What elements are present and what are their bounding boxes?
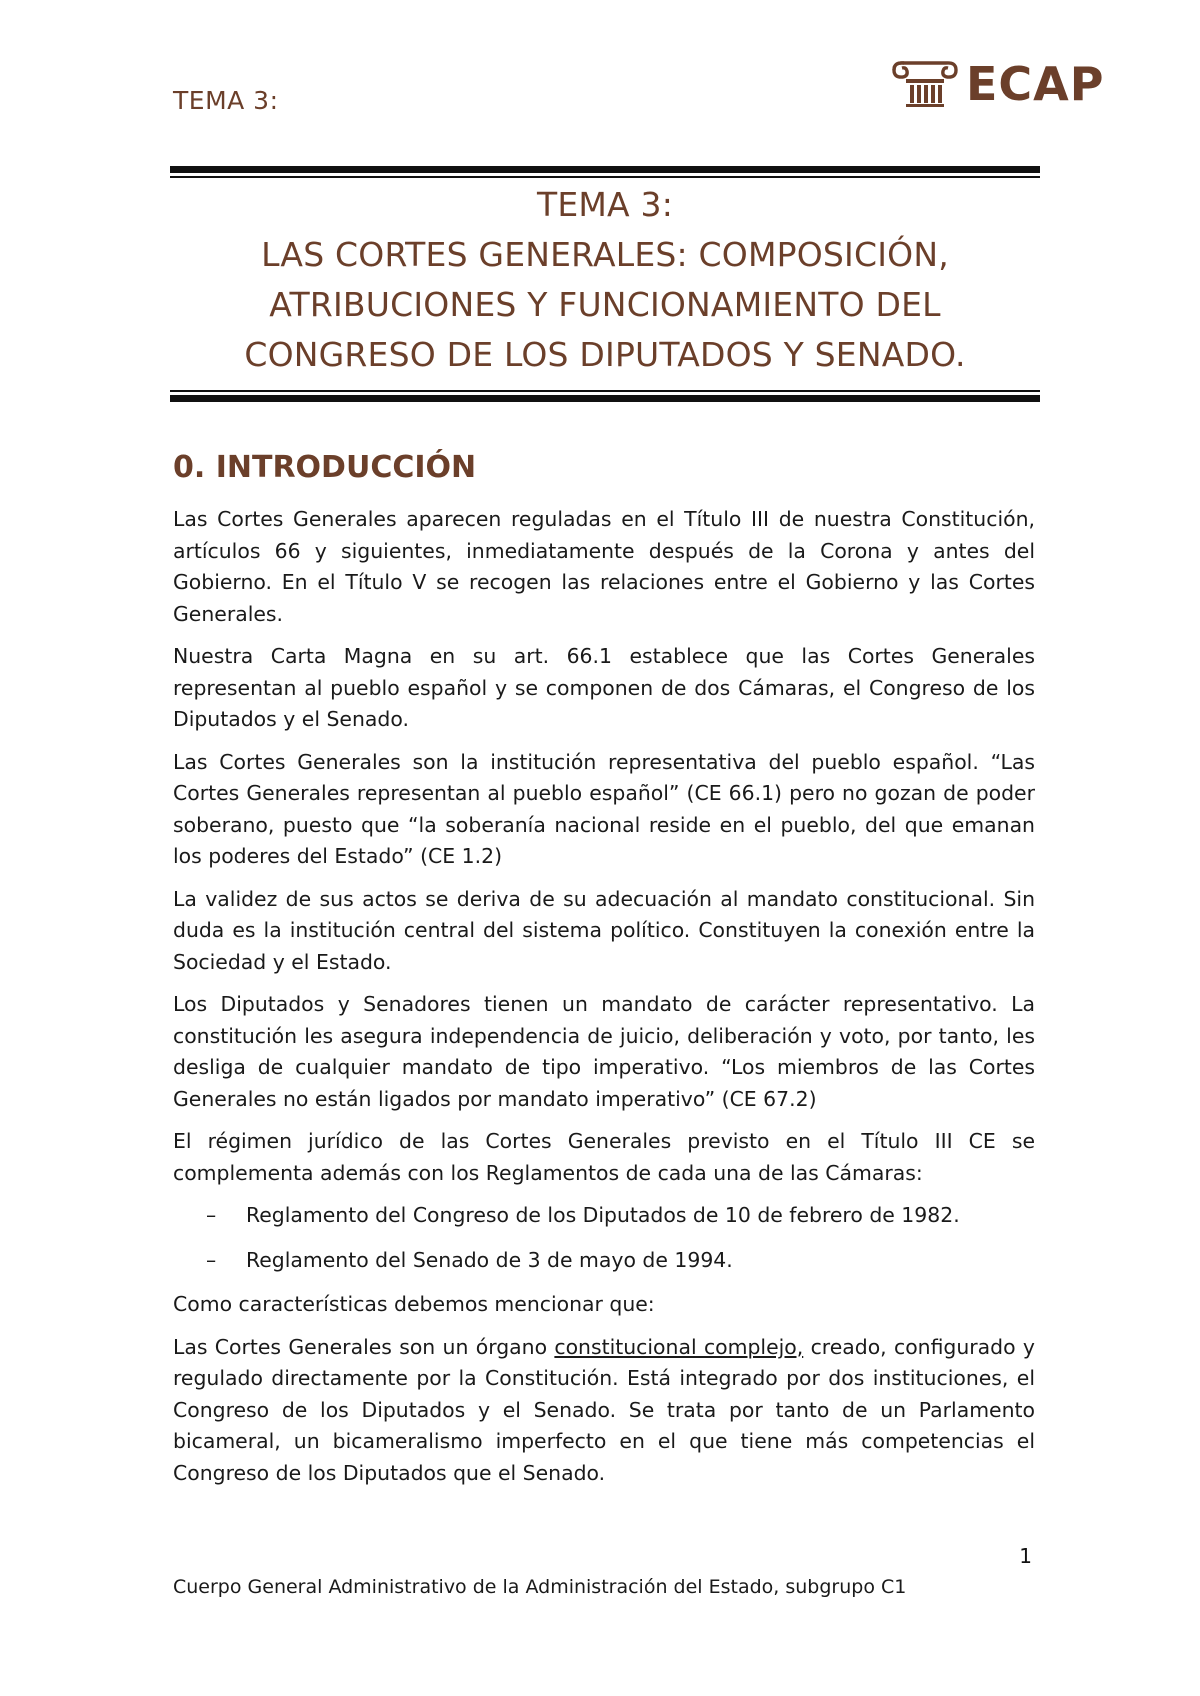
paragraph: Nuestra Carta Magna en su art. 66.1 establece que las Cortes Generales representan al pueblo español y se componen de dos Cámaras, el Congreso de los Diputados y el Senado. — [173, 644, 1035, 731]
list-dash: – — [206, 1203, 217, 1227]
paragraph: Las Cortes Generales aparecen reguladas en el Título III de nuestra Constitución, artículos 66 y siguientes, inmediatamente después de la Corona y antes del Gobierno. En el Título V se recogen las relaciones entre el Gobierno y las Cortes Generales. — [173, 507, 1035, 626]
title-rule-top — [170, 166, 1040, 178]
list-item — [173, 1245, 1035, 1277]
title-line-4: CONGRESO DE LOS DIPUTADOS Y SENADO. — [244, 335, 966, 374]
list-dash: – — [206, 1247, 217, 1272]
title-line-2: LAS CORTES GENERALES: COMPOSICIÓN, — [261, 235, 949, 274]
paragraph-text: Las Cortes Generales son un órgano — [173, 1334, 555, 1359]
page-number: 1 — [1019, 1544, 1032, 1568]
page-footer: Cuerpo General Administrativo de la Administración del Estado, subgrupo C1 — [173, 1576, 907, 1598]
regulations-list — [173, 1200, 1035, 1276]
list-item-text: Reglamento del Senado de 3 de mayo de 1994. — [246, 1247, 733, 1272]
paragraph — [173, 1332, 1035, 1490]
list-item-text: Reglamento del Congreso de los Diputados de 10 de febrero de 1982. — [246, 1203, 960, 1227]
section-body — [173, 504, 1035, 1500]
paragraph-text: creado, configurado y regulado directamente por la Constitución. Está integrado por dos instituciones, el Congreso de los Diputados y el Senado. Se trata por tanto de un Parlamento bicameral, un bicameralismo imperfecto en el que tiene más competencias el Congreso de los Diputados que el Senado. — [173, 1334, 1035, 1485]
column-capital-icon — [890, 60, 960, 108]
logo-wordmark: ECAP — [966, 57, 1105, 111]
running-header-title: TEMA 3: — [173, 86, 279, 115]
title-line-3: ATRIBUCIONES Y FUNCIONAMIENTO DEL — [269, 285, 941, 324]
paragraph: El régimen jurídico de las Cortes Generales previsto en el Título III CE se complementa además con los Reglamentos de cada una de las Cámaras: — [173, 1129, 1035, 1185]
paragraph: Como características debemos mencionar que: — [173, 1292, 655, 1316]
paragraph: La validez de sus actos se deriva de su adecuación al mandato constitucional. Sin duda es la institución central del sistema político. Constituyen la conexión entre la Sociedad y el Estado. — [173, 886, 1035, 974]
title-line-1: TEMA 3: — [536, 185, 674, 224]
document-title — [170, 180, 1040, 380]
paragraph: Las Cortes Generales son la institución representativa del pueblo español. “Las Cortes Generales representan al pueblo español” (CE 66.1) pero no gozan de poder soberano, puesto que “la soberanía nacional reside en el pueblo, del que emanan los poderes del Estado” (CE 1.2) — [173, 749, 1035, 868]
ecap-logo — [890, 58, 1110, 110]
section-heading: 0. INTRODUCCIÓN — [173, 450, 477, 485]
paragraph: Los Diputados y Senadores tienen un mandato de carácter representativo. La constitución les asegura independencia de juicio, deliberación y voto, por tanto, les desliga de cualquier mandato de tipo imperativo. “Los miembros de las Cortes Generales no están ligados por mandato imperativo” (CE 67.2) — [173, 992, 1035, 1111]
list-item — [173, 1200, 1035, 1232]
underlined-term: constitucional complejo, — [554, 1334, 804, 1359]
title-rule-bottom — [170, 390, 1040, 402]
